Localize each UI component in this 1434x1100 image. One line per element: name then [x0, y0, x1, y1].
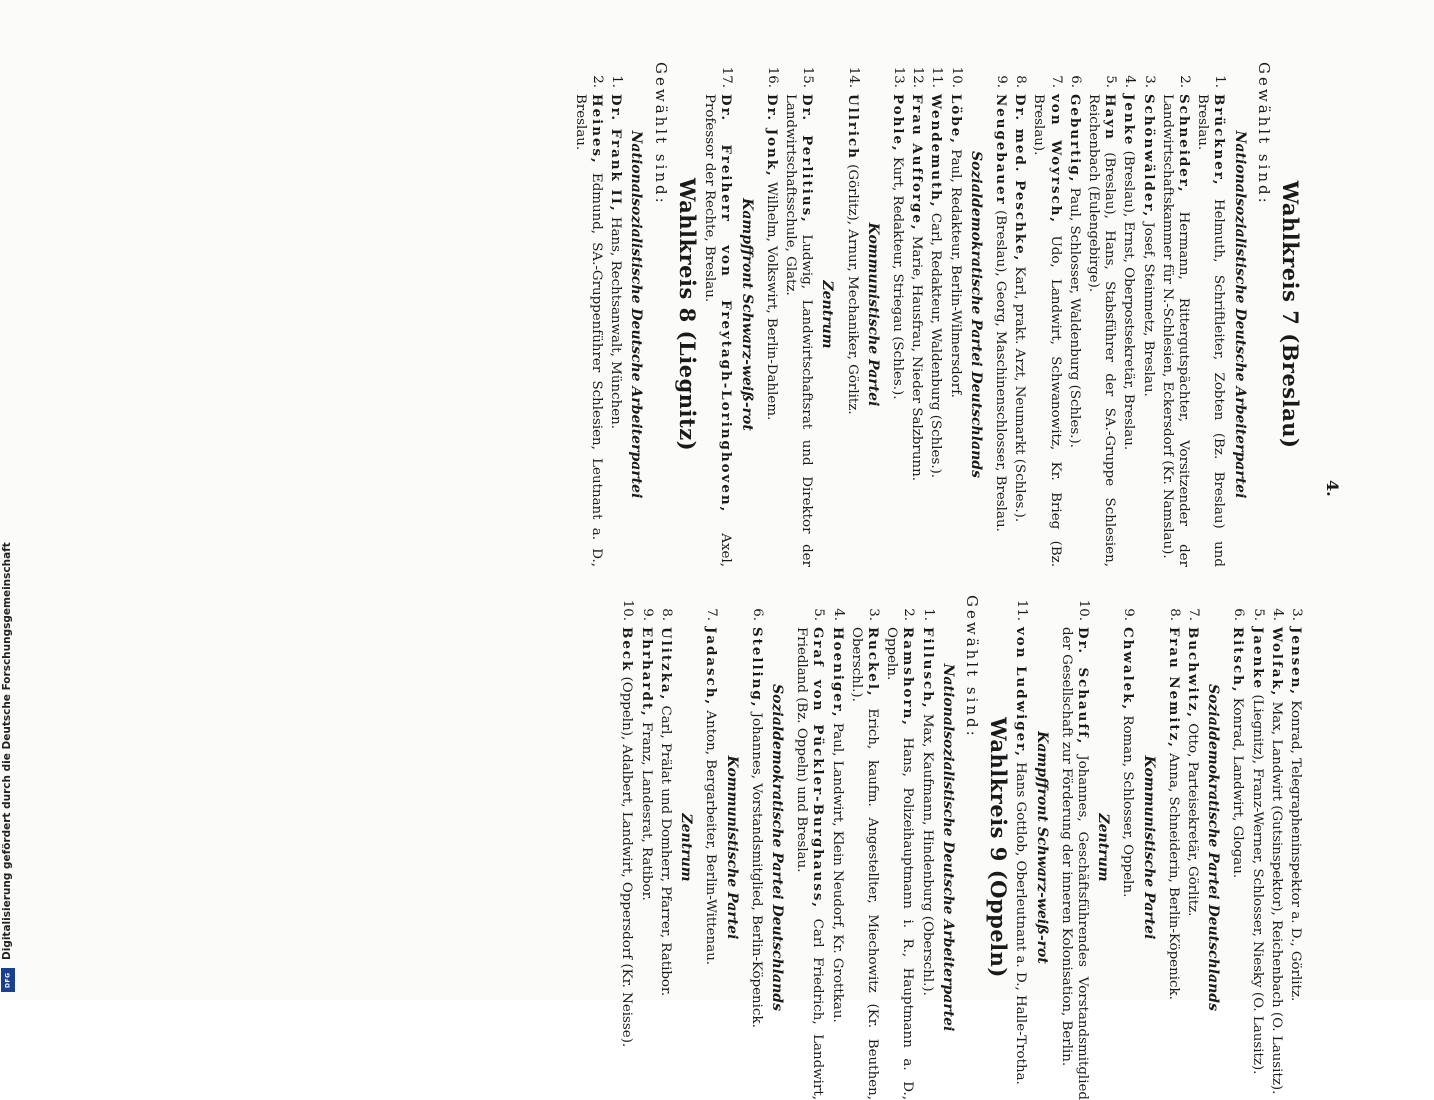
member-details: Wilhelm, Volkswirt, Berlin-Dahlem. [763, 177, 779, 421]
entry-number: 5. [1250, 608, 1266, 621]
member-entry [618, 595, 635, 1100]
member-details: Carl, Prälat und Domherr, Pfarrer, Ratibor. [657, 701, 673, 997]
member-name: Löbe, [947, 94, 964, 145]
member-details: Roman, Schlosser, Oppeln. [1120, 711, 1136, 898]
wahlkreis-title: Wahlkreis 8 (Liegnitz) [674, 177, 700, 452]
entry-number: 6. [1231, 608, 1247, 621]
member-entry [843, 62, 860, 567]
member-entry [918, 595, 935, 1100]
entry-text [1120, 94, 1137, 567]
entry-number: 1. [609, 75, 625, 88]
entry-number: 1. [920, 608, 936, 621]
member-entry [1120, 62, 1137, 567]
entry-text [657, 627, 674, 1100]
member-details: Kurt, Redakteur, Striegau (Schles.). [889, 152, 905, 400]
member-details: Josef, Steinmetz, Breslau. [1140, 218, 1156, 397]
member-details: Axel, Professor der Rechte, Breslau. [702, 94, 734, 567]
entry-text [1119, 627, 1136, 1100]
party-heading: Zentrum [819, 280, 836, 349]
member-details: Erich, kaufm. Angestellter, Miechowitz (Kr. Beuthen, Oberschl.). [848, 627, 880, 1100]
member-name: Geburtig, [1066, 94, 1083, 184]
member-name: Graf von Pückler-Burghauss, [810, 627, 827, 910]
entry-number: 6. [1067, 75, 1083, 88]
member-details: Karl, prakt. Arzt, Neumarkt (Schles.). [1012, 262, 1028, 523]
member-entry [657, 595, 674, 1100]
member-details: Otto, Parteisekretär, Görlitz. [1184, 719, 1200, 917]
entry-text [618, 627, 635, 1100]
member-details: Hermann, Rittergutspächter, Vorsitzender der Landwirtschaftskammer für N.-Schlesien, Eckersdorf (Kr. Namslau). [1159, 94, 1191, 567]
party-heading: Kampffront Schwarz-weiß-rot [1033, 731, 1050, 964]
dfg-footer [0, 0, 16, 1000]
member-entry [1229, 595, 1246, 1100]
entry-text [908, 94, 925, 567]
entry-text [848, 627, 881, 1100]
entry-text [701, 94, 734, 567]
member-name: Ehrhardt, [638, 627, 655, 718]
page-number: 4. [1323, 480, 1342, 497]
member-entry [1139, 62, 1156, 567]
member-entry [1058, 595, 1091, 1100]
member-details: (Breslau), Ernst, Oberpostsekretär, Breslau. [1121, 146, 1137, 451]
member-details: Paul, Schlosser, Waldenburg (Schles.). [1066, 183, 1082, 448]
member-entry [1184, 595, 1201, 1100]
member-entry [793, 595, 826, 1100]
entry-number: 10. [620, 599, 636, 621]
member-name: Brückner, [1211, 94, 1228, 187]
party-heading: Nationalsozialistische Deutsche Arbeiterpartei [628, 130, 645, 499]
member-entry [782, 62, 815, 567]
entry-text [1139, 94, 1156, 567]
member-name: Beck [619, 627, 636, 673]
member-name: Ulitzka, [657, 627, 674, 702]
member-entry [1287, 595, 1304, 1100]
member-details: Udo, Landwirt, Schwanowitz, Kr. Brieg (Bz. Breslau). [1031, 94, 1063, 567]
member-name: Ritsch, [1230, 627, 1247, 694]
funding-note: Digitalisierung gefördert durch die Deutsche Forschungsgemeinschaft [1, 542, 13, 960]
member-details: Anna, Schneiderin, Berlin-Köpenick. [1165, 748, 1181, 1000]
member-details: Ludwig, Landwirtschaftsrat und Direktor der Landwirtschaftsschule, Glatz. [782, 94, 815, 568]
member-entry [763, 62, 780, 567]
entry-text [1229, 627, 1246, 1100]
member-details: (Liegnitz), Franz-Werner, Schlosser, Niesky (O. Lausitz). [1249, 690, 1265, 1075]
party-heading: Kommunistische Partei [864, 222, 881, 407]
member-details: Paul, Redakteur, Berlin-Wilmersdorf. [947, 144, 963, 398]
dfg-logo: DFG [1, 968, 15, 992]
member-name: Schönwälder, [1140, 94, 1157, 219]
member-name: Dr. Freiherr von Freytagh-Loringhoven, [718, 94, 735, 514]
entry-number: 7. [704, 608, 720, 621]
entry-number: 11. [929, 66, 945, 88]
entry-text [1066, 94, 1083, 567]
entry-text [1194, 94, 1227, 567]
member-entry [1012, 595, 1029, 1100]
entry-number: 15. [800, 66, 816, 88]
entry-text [1085, 94, 1118, 567]
entry-number: 10. [1075, 599, 1091, 621]
entry-text [638, 627, 655, 1100]
member-entry [1165, 595, 1182, 1100]
member-entry [572, 62, 605, 567]
entry-text [572, 94, 605, 567]
member-name: Dr. med. Peschke, [1012, 94, 1029, 263]
member-name: Hoeniger, [829, 627, 846, 719]
member-name: von Woyrsch, [1047, 94, 1064, 225]
member-entry [883, 595, 916, 1100]
member-entry [1248, 595, 1265, 1100]
member-details: Johannes, Vorstandsmitglied, Berlin-Köpenick. [748, 708, 764, 1028]
member-entry [848, 595, 881, 1100]
member-name: Schneider, [1175, 94, 1192, 194]
entry-text [1058, 627, 1091, 1100]
entry-text [1011, 94, 1028, 567]
entry-number: 2. [1176, 75, 1192, 88]
member-name: Neugebauer [992, 94, 1009, 206]
entry-number: 8. [1013, 75, 1029, 88]
party-heading: Kampffront Schwarz-weiß-rot [738, 198, 755, 431]
party-heading: Nationalsozialistische Deutsche Arbeiterpartei [939, 663, 956, 1032]
entry-text [946, 94, 963, 567]
entry-text [1165, 627, 1182, 1100]
member-name: Hayn [1102, 94, 1119, 141]
entry-number: 8. [1166, 608, 1182, 621]
member-details: (Breslau), Georg, Maschinenschlosser, Breslau. [992, 205, 1008, 532]
member-entry [908, 62, 925, 567]
member-entry [1159, 62, 1192, 567]
entry-text [1287, 627, 1304, 1100]
member-name: Wendemuth, [928, 94, 945, 209]
party-heading: Sozialdemokratische Partei Deutschlands [967, 151, 984, 478]
member-details: Max, Kaufmann, Hindenburg (Oberschl.). [919, 709, 935, 996]
member-details: Marie, Hausfrau, Nieder Salzbrunn. [909, 231, 925, 481]
entry-number: 9. [1121, 608, 1137, 621]
entry-text [793, 627, 826, 1100]
entry-number: 12. [910, 66, 926, 88]
entry-text [883, 627, 916, 1100]
member-details: Carl Friedrich, Landwirt, Friedland (Bz. Oppeln) und Breslau. [794, 627, 826, 1100]
party-heading: Sozialdemokratische Partei Deutschlands [768, 684, 785, 1011]
entry-number: 8. [658, 608, 674, 621]
member-details: Konrad, Telegrapheninspektor a. D., Görlitz. [1288, 696, 1303, 1002]
member-name: Ramshorn, [900, 627, 917, 727]
member-details: Paul, Landwirt, Klein Neudorf, Kr. Grottkau. [829, 718, 845, 1023]
entry-text [607, 94, 624, 567]
entry-number: 7. [1185, 608, 1201, 621]
entry-number: 13. [890, 66, 906, 88]
member-entry [889, 62, 906, 567]
member-name: Dr. Frank II, [608, 94, 625, 213]
member-name: Jadasch, [703, 627, 720, 707]
member-entry [607, 62, 624, 567]
member-entry [1030, 62, 1063, 567]
entry-number: 4. [830, 608, 846, 621]
member-name: Dr. Schauff, [1074, 627, 1091, 746]
entry-text [748, 627, 765, 1100]
entry-text [889, 94, 906, 567]
entry-text [992, 94, 1009, 567]
member-details: Hans, Polizeihauptmann i. R., Hauptmann a. D., Oppeln. [884, 627, 916, 1100]
entry-number: 10. [948, 66, 964, 88]
entry-text [763, 94, 780, 567]
member-entry [1268, 595, 1285, 1100]
member-name: Dr. Jonk, [763, 94, 780, 178]
entry-number: 9. [993, 75, 1009, 88]
entry-text [927, 94, 944, 567]
member-entry [1119, 595, 1136, 1100]
member-entry [1011, 62, 1028, 567]
entry-text [1012, 627, 1029, 1100]
entry-text [1248, 627, 1265, 1100]
entry-number: 7. [1048, 75, 1064, 88]
entry-number: 5. [1103, 75, 1119, 88]
entry-text [702, 627, 719, 1100]
entry-number: 3. [1289, 608, 1304, 621]
entry-text [828, 627, 845, 1100]
member-details: (Breslau), Hans, Stabsführer der SA.-Gruppe Schlesien, Reichenbach (Eulengebirge). [1085, 94, 1118, 567]
member-name: Jensen, [1288, 627, 1304, 697]
entry-number: 6. [749, 608, 765, 621]
member-name: Heines, [589, 94, 606, 165]
entry-text [1268, 627, 1285, 1100]
member-entry [1194, 62, 1227, 567]
entry-number: 14. [845, 66, 861, 88]
gewaehlt-heading: Gewählt sind: [1254, 62, 1273, 206]
member-name: Dr. Perlitius, [799, 94, 816, 224]
party-heading: Sozialdemokratische Partei Deutschlands [1205, 684, 1222, 1011]
member-name: Jenke [1121, 94, 1138, 147]
member-details: Franz, Landesrat, Ratibor. [638, 717, 654, 901]
member-name: Frau Nemitz, [1165, 627, 1182, 749]
entry-number: 4. [1122, 75, 1138, 88]
member-details: (Oppeln), Adalbert, Landwirt, Oppersdorf (Kr. Neisse). [619, 672, 635, 1048]
member-details: Hans Gottlob, Oberleutnant a. D., Halle-Trotha. [1013, 757, 1029, 1085]
member-entry [701, 62, 734, 567]
entry-text [918, 627, 935, 1100]
member-entry [992, 62, 1009, 567]
member-name: Chwalek, [1120, 627, 1137, 712]
member-name: Frau Aufforge, [909, 94, 926, 232]
entry-number: 3. [865, 608, 881, 621]
entry-text [1184, 627, 1201, 1100]
entry-number: 9. [639, 608, 655, 621]
party-heading: Zentrum [678, 813, 695, 882]
right-column [616, 595, 1304, 1100]
entry-number: 5. [811, 608, 827, 621]
member-details: Helmuth, Schriftleiter, Zobten (Bz. Breslau) und Breslau. [1195, 94, 1227, 567]
entry-text [1159, 94, 1192, 567]
member-name: Wolfak, [1268, 627, 1285, 698]
entry-number: 2. [901, 608, 917, 621]
member-details: (Görlitz), Arnur, Mechaniker, Görlitz. [844, 159, 860, 415]
member-name: Ullrich [844, 94, 861, 160]
member-details: Edmund, SA.-Gruppenführer Schlesien, Leutnant a. D., Breslau. [572, 94, 605, 567]
member-name: Ruckel, [864, 627, 881, 698]
member-name: Buchwitz, [1184, 627, 1201, 720]
member-entry [828, 595, 845, 1100]
entry-number: 11. [1014, 599, 1030, 621]
entry-text [782, 94, 815, 567]
member-entry [1085, 62, 1118, 567]
member-entry [702, 595, 719, 1100]
wahlkreis-title: Wahlkreis 9 (Oppeln) [986, 717, 1012, 978]
member-entry [946, 62, 963, 567]
member-name: Stelling, [748, 627, 765, 709]
member-name: Fillusch, [919, 627, 936, 710]
member-name: Jaenke [1249, 627, 1266, 691]
entry-number: 2. [590, 75, 606, 88]
entry-number: 16. [764, 66, 780, 88]
entry-number: 17. [719, 66, 735, 88]
member-entry [748, 595, 765, 1100]
member-entry [638, 595, 655, 1100]
gewaehlt-heading: Gewählt sind: [651, 62, 670, 206]
member-details: Carl, Redakteur, Waldenburg (Schles.). [928, 208, 944, 479]
member-details: Anton, Bergarbeiter, Berlin-Wittenau. [703, 706, 719, 966]
member-entry [927, 62, 944, 567]
member-details: Hans, Rechtsanwalt, München. [608, 212, 624, 430]
party-heading: Kommunistische Partei [1140, 755, 1157, 940]
member-details: Johannes, Geschäftsführendes Vorstandsmitglied der Gesellschaft zur Förderung der inneren Kolonisation, Berlin. [1058, 627, 1090, 1100]
wahlkreis-title: Wahlkreis 7 (Breslau) [1278, 180, 1303, 449]
gewaehlt-heading: Gewählt sind: [962, 595, 981, 739]
member-entry [1066, 62, 1083, 567]
member-name: Pohle, [889, 94, 906, 153]
left-column [570, 62, 1304, 567]
member-details: Konrad, Landwirt, Glogau. [1230, 693, 1246, 879]
entry-number: 3. [1141, 75, 1157, 88]
party-heading: Zentrum [1095, 813, 1112, 882]
entry-text [843, 94, 860, 567]
party-heading: Nationalsozialistische Deutsche Arbeiterpartei [1231, 130, 1248, 499]
entry-number: 1. [1212, 75, 1228, 88]
member-details: Max, Landwirt (Gutsinspektor), Reichenbach (O. Lausitz). [1268, 697, 1284, 1095]
member-name: von Ludwiger, [1013, 627, 1030, 758]
entry-text [1030, 94, 1063, 567]
party-heading: Kommunistische Partei [723, 755, 740, 940]
entry-number: 4. [1269, 608, 1285, 621]
